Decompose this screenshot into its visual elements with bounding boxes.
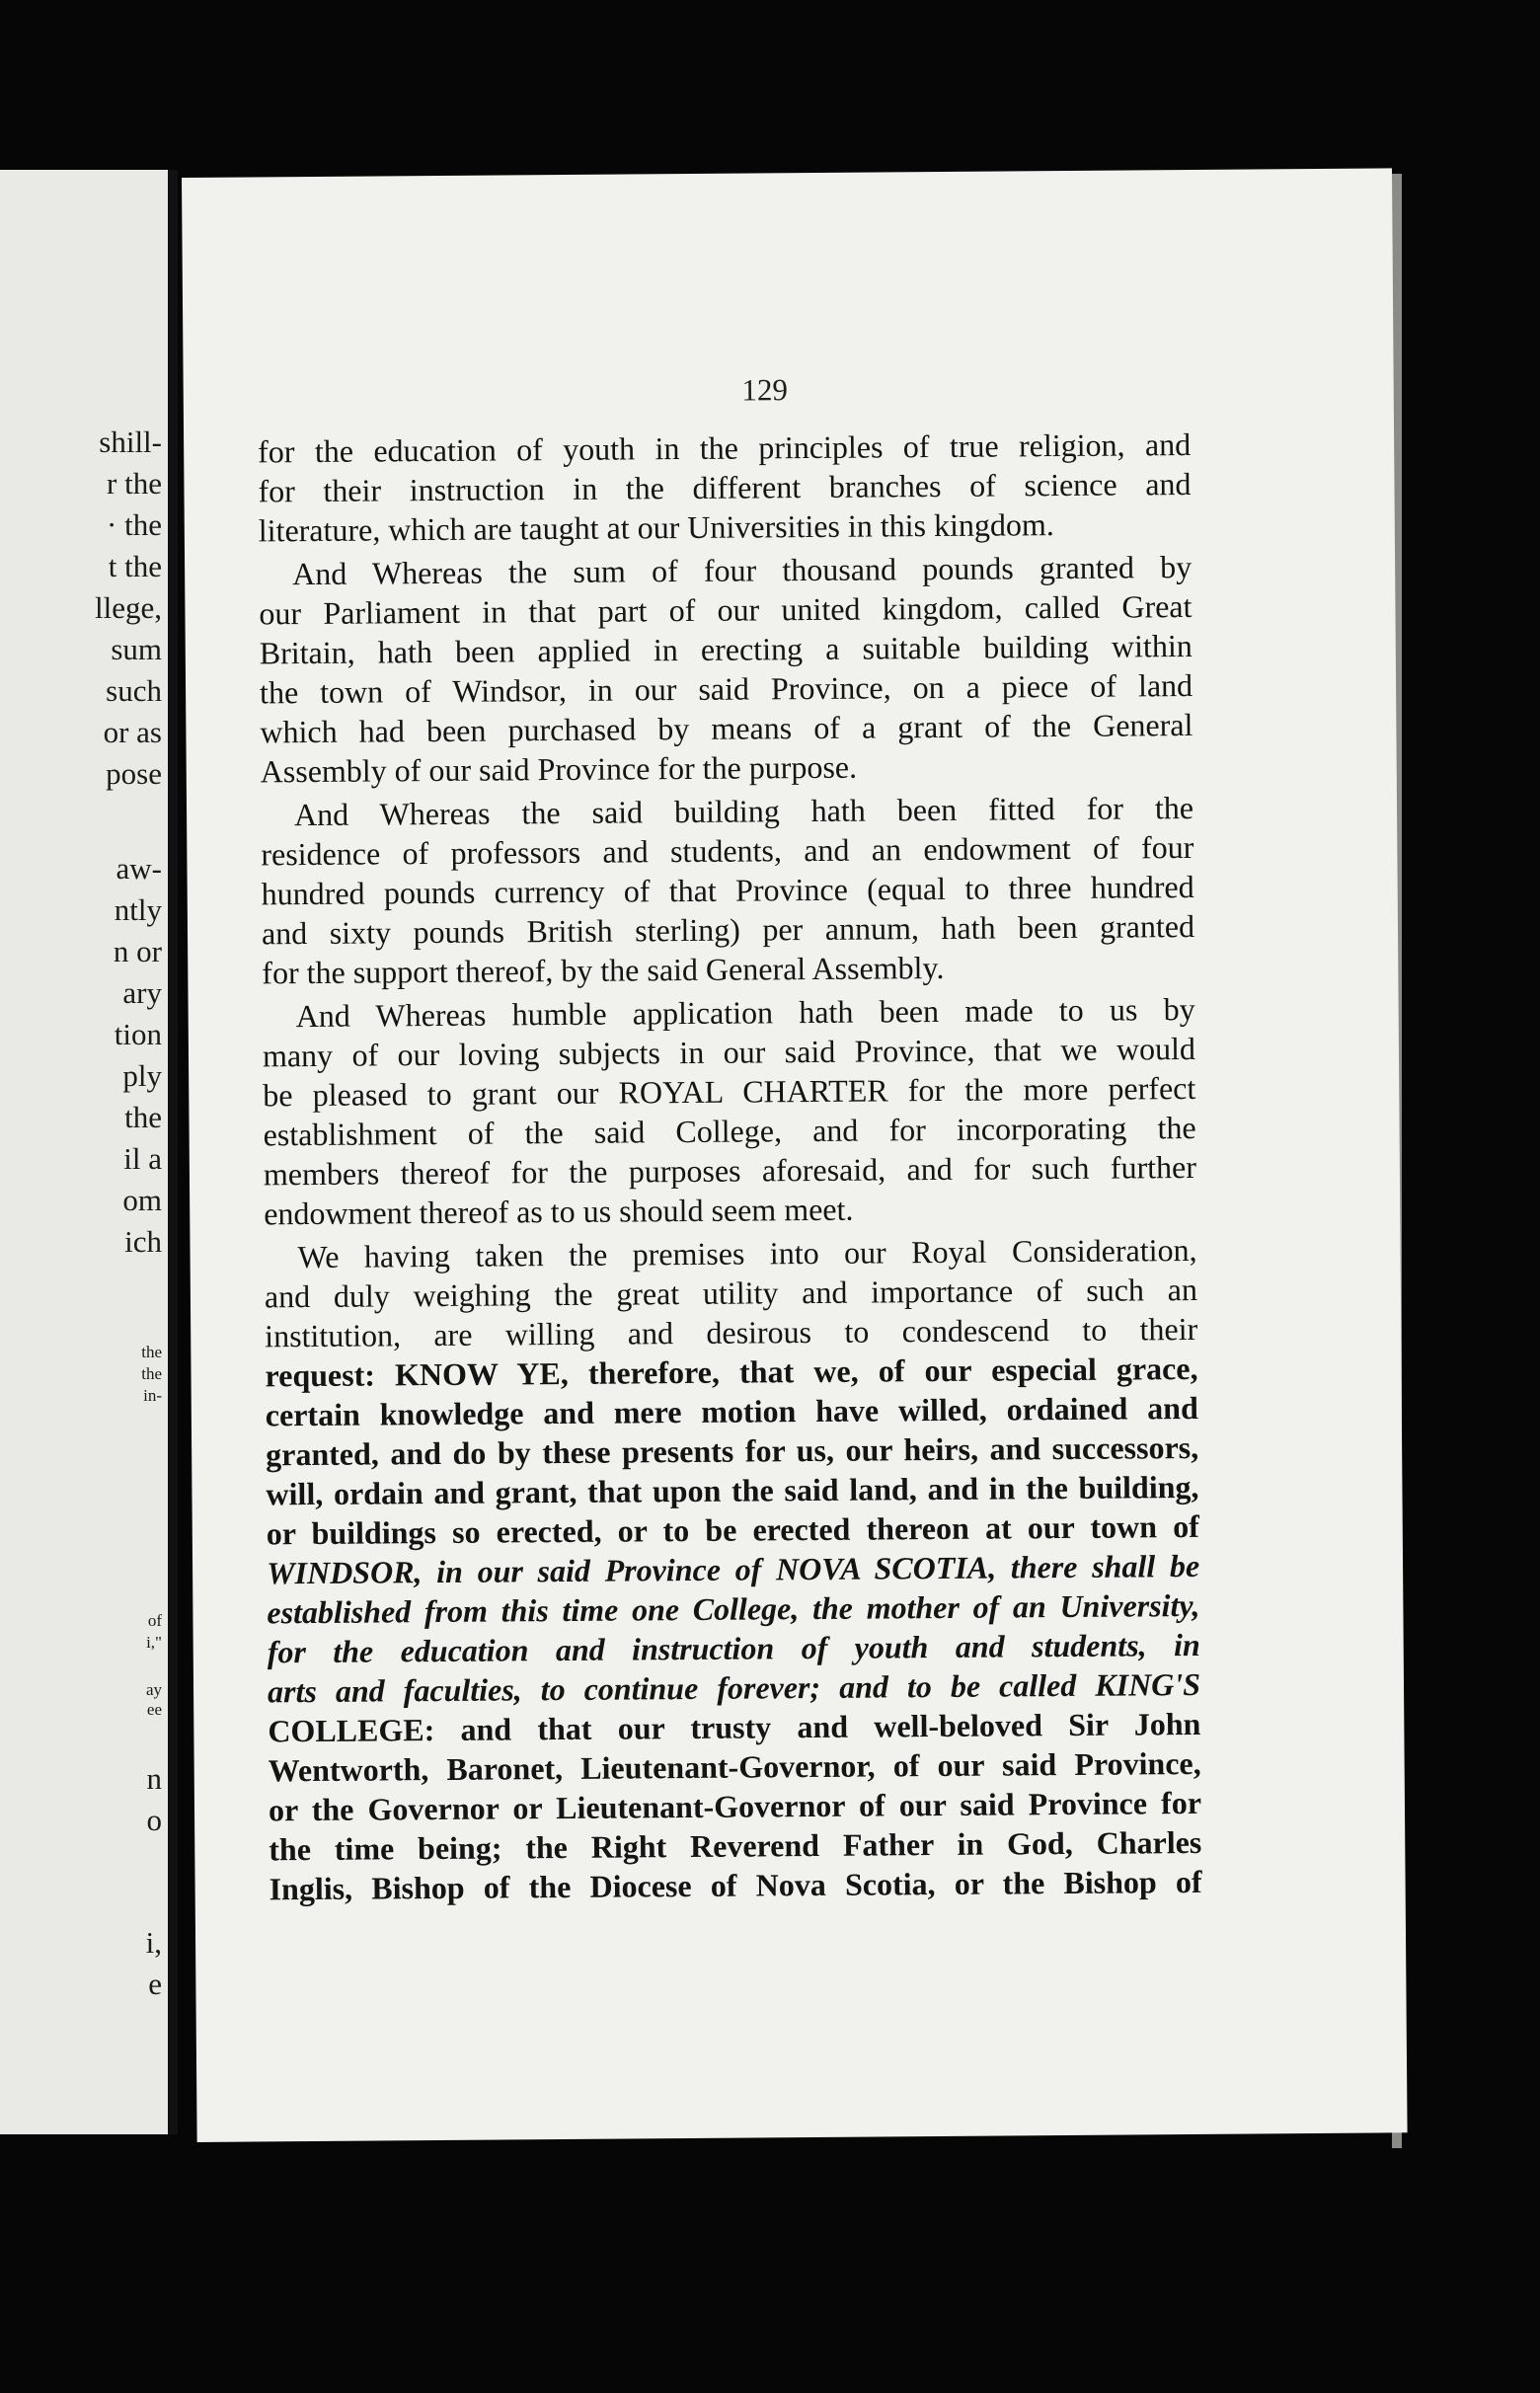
text-line: and sixty pounds British sterling) per annum, hath been granted bbox=[261, 907, 1195, 952]
text-line: the time being; the Right Reverend Father in God, Charles bbox=[269, 1823, 1202, 1868]
text-line: for the education of youth in the principles of true religion, and bbox=[258, 425, 1192, 470]
text-line: establishment of the said College, and for incorporating the bbox=[263, 1109, 1196, 1153]
text-line: will, ordain and grant, that upon the said land, and in the building, bbox=[266, 1468, 1199, 1512]
text-line: residence of professors and students, and an endowment of four bbox=[261, 828, 1194, 873]
text-line: and duly weighing the great utility and importance of such an bbox=[264, 1271, 1198, 1315]
facing-page-fragment: · the bbox=[107, 507, 162, 542]
text-line: for the education and instruction of youth and students, in bbox=[267, 1626, 1200, 1670]
page-number: 129 bbox=[741, 372, 789, 408]
facing-page-fragment: sum bbox=[111, 632, 162, 666]
text-line: or the Governor or Lieutenant-Governor of our said Province for bbox=[268, 1784, 1202, 1828]
facing-page-fragment: of bbox=[147, 1611, 162, 1630]
facing-page-fragment: n bbox=[146, 1761, 162, 1796]
book-page bbox=[182, 168, 1408, 2142]
text-line: Inglis, Bishop of the Diocese of Nova Scotia, or the Bishop of bbox=[269, 1863, 1202, 1907]
facing-page-fragment: n or bbox=[113, 934, 162, 968]
text-line: WINDSOR, in our said Province of NOVA SCOTIA, there shall be bbox=[266, 1547, 1200, 1591]
text-line: literature, which are taught at our Universities in this kingdom. bbox=[258, 506, 1054, 549]
text-line: members thereof for the purposes aforesaid, and for such further bbox=[263, 1148, 1197, 1193]
facing-page-fragment: r the bbox=[107, 466, 162, 501]
text-line: Britain, hath been applied in erecting a suitable building within bbox=[259, 627, 1193, 671]
facing-page-fragment: shill- bbox=[99, 425, 162, 459]
text-line: Assembly of our said Province for the purpose. bbox=[260, 748, 858, 790]
text-line: for their instruction in the different branches of science and bbox=[258, 465, 1192, 509]
text-line: And Whereas the said building hath been fitted for the bbox=[293, 789, 1194, 833]
text-line: institution, are willing and desirous to condescend to their bbox=[265, 1310, 1198, 1354]
facing-page-margin bbox=[0, 170, 178, 2134]
facing-page-fragment: ntly bbox=[114, 892, 162, 927]
facing-page-fragment: i," bbox=[146, 1633, 162, 1652]
text-line: And Whereas the sum of four thousand pounds granted by bbox=[292, 548, 1193, 592]
text-line: We having taken the premises into our Royal Consideration, bbox=[297, 1231, 1197, 1275]
facing-page-fragment: the bbox=[141, 1343, 162, 1361]
text-line: or buildings so erected, or to be erected thereon at our town of bbox=[266, 1507, 1199, 1552]
facing-page-fragment: aw- bbox=[116, 851, 162, 886]
facing-page-fragment: e bbox=[148, 1967, 162, 2001]
text-line: certain knowledge and mere motion have willed, ordained and bbox=[265, 1389, 1198, 1433]
text-line: hundred pounds currency of that Province (equal to three hundred bbox=[261, 868, 1194, 912]
facing-page-fragment: om bbox=[122, 1183, 162, 1217]
facing-page-fragment: such bbox=[106, 673, 162, 708]
text-line: be pleased to grant our ROYAL CHARTER for the more perfect bbox=[263, 1069, 1196, 1114]
text-line: arts and faculties, to continue forever; and to be called KING'S bbox=[267, 1665, 1201, 1710]
text-line: our Parliament in that part of our united kingdom, called Great bbox=[259, 587, 1193, 632]
facing-page-fragment: the bbox=[141, 1364, 162, 1383]
text-line: endowment thereof as to us should seem meet. bbox=[264, 1191, 854, 1232]
facing-page-fragment: the bbox=[124, 1100, 162, 1134]
facing-page-fragment: in- bbox=[143, 1386, 162, 1405]
text-line: request: KNOW YE, therefore, that we, of our especial grace, bbox=[265, 1350, 1198, 1394]
text-line: Wentworth, Baronet, Lieutenant-Governor, of our said Province, bbox=[268, 1744, 1201, 1789]
facing-page-fragment: i, bbox=[145, 1925, 162, 1960]
text-line: many of our loving subjects in our said Province, that we would bbox=[262, 1030, 1196, 1074]
facing-page-fragment: t the bbox=[108, 549, 162, 583]
facing-page-fragment: ee bbox=[146, 1700, 162, 1719]
text-line: And Whereas humble application hath been made to us by bbox=[295, 990, 1195, 1035]
facing-page-fragment: ay bbox=[145, 1680, 162, 1699]
facing-page-fragment: il a bbox=[123, 1141, 162, 1176]
text-line: granted, and do by these presents for us, our heirs, and successors, bbox=[266, 1428, 1199, 1473]
text-line: the town of Windsor, in our said Province, on a piece of land bbox=[259, 666, 1194, 711]
text-line: for the support thereof, by the said General Assembly. bbox=[262, 949, 945, 991]
facing-page-fragment: or as bbox=[103, 715, 162, 749]
facing-page-fragment: tion bbox=[114, 1017, 162, 1051]
text-line: which had been purchased by means of a grant of the General bbox=[260, 706, 1194, 750]
facing-page-fragment: o bbox=[146, 1803, 162, 1837]
text-line: COLLEGE: and that our trusty and well-beloved Sir John bbox=[268, 1705, 1201, 1749]
facing-page-fragment: ich bbox=[124, 1224, 162, 1259]
text-line: established from this time one College, the mother of an University, bbox=[267, 1586, 1200, 1631]
facing-page-fragment: ary bbox=[122, 975, 162, 1010]
facing-page-fragment: pose bbox=[106, 756, 162, 791]
facing-page-fragment: llege, bbox=[95, 590, 162, 625]
facing-page-fragment: ply bbox=[122, 1058, 162, 1093]
